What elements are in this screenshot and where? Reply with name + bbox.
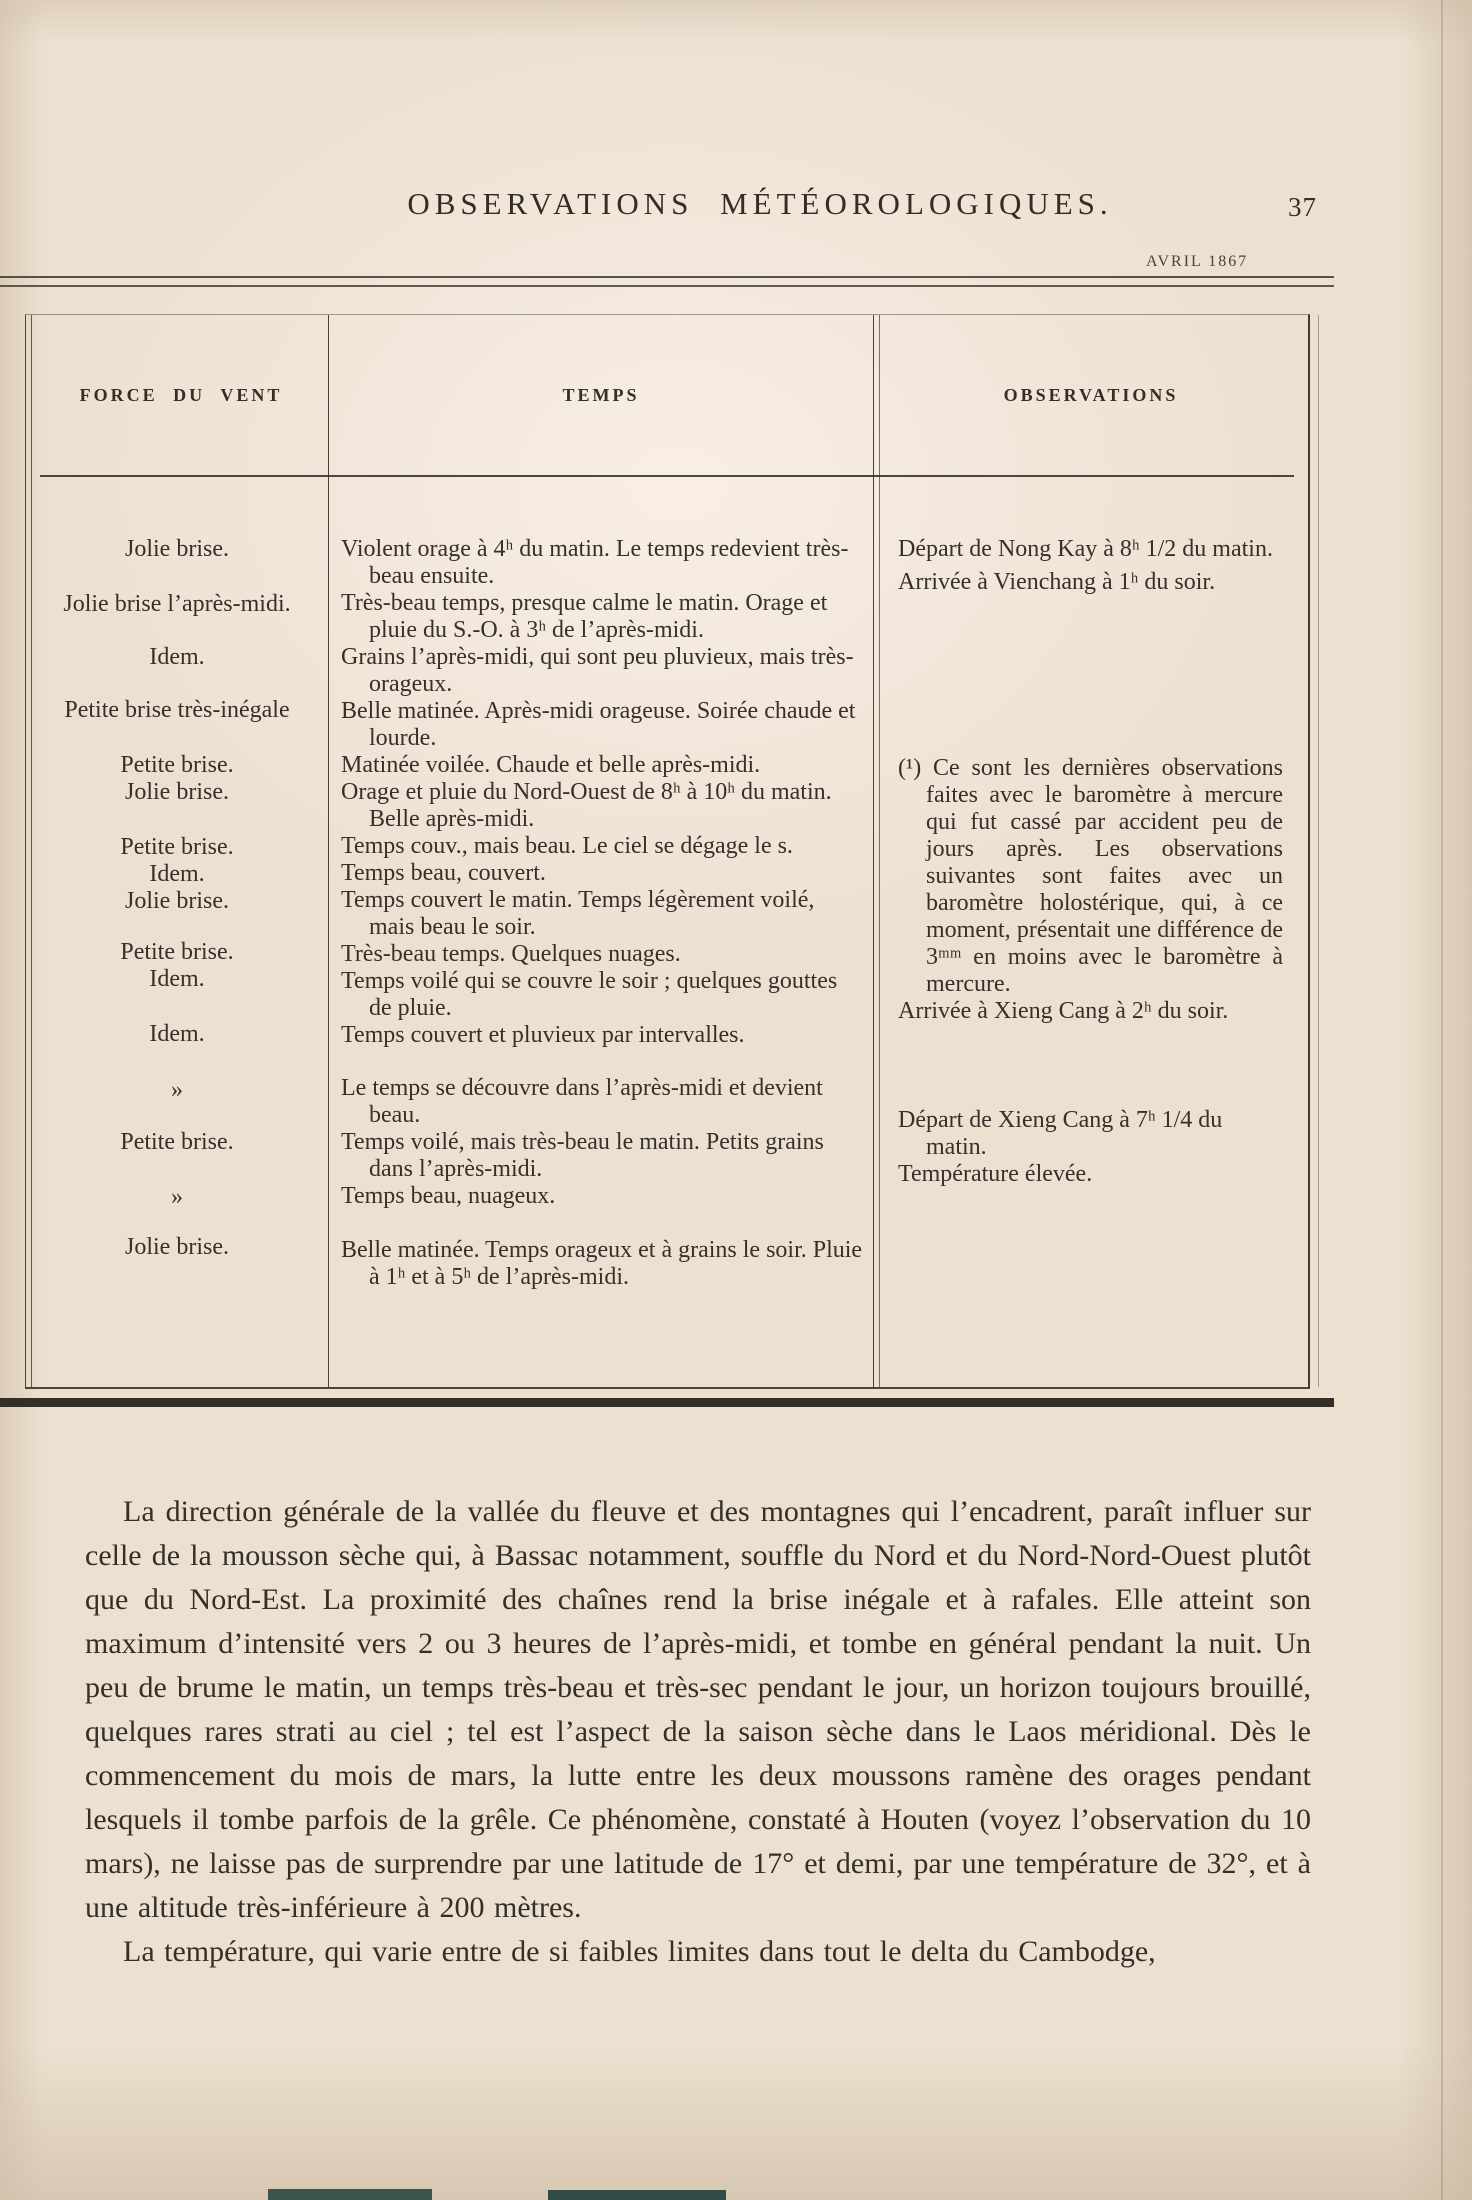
page-number: 37	[1288, 192, 1317, 222]
temps-cell: Le temps se découvre dans l’après-midi et devient beau.	[341, 1075, 823, 1128]
scan-artifact-strip	[268, 2189, 432, 2200]
temps-cell: Temps voilé qui se couvre le soir ; quelques gouttes de pluie.	[341, 968, 838, 1021]
body-text	[85, 1490, 1311, 1974]
column-header-temps: TEMPS	[562, 385, 640, 405]
force-du-vent-cell: Petite brise.	[120, 834, 234, 860]
temps-cell: Grains l’après-midi, qui sont peu pluvieux, mais très-orageux.	[341, 644, 854, 697]
force-du-vent-cell: Petite brise très-inégale	[64, 697, 290, 723]
observations-cell: Température élevée.	[898, 1161, 1093, 1187]
temps-cell: Matinée voilée. Chaude et belle après-midi.	[341, 752, 761, 778]
temps-cell: Violent orage à 4ʰ du matin. Le temps redevient très-beau ensuite.	[341, 536, 849, 589]
force-du-vent-cell: Jolie brise l’après-midi.	[63, 591, 291, 617]
header-double-rule	[0, 276, 1334, 287]
table-closing-rule	[0, 1398, 1334, 1407]
force-du-vent-cell: Petite brise.	[120, 939, 234, 965]
force-du-vent-cell: Idem.	[149, 861, 205, 887]
scan-artifact-strip	[548, 2190, 726, 2200]
force-du-vent-cell: »	[171, 1184, 183, 1210]
temps-cell: Temps beau, couvert.	[341, 860, 546, 886]
page-title: OBSERVATIONS MÉTÉOROLOGIQUES.	[407, 186, 1113, 221]
temps-cell: Orage et pluie du Nord-Ouest de 8ʰ à 10ʰ du matin. Belle après-midi.	[341, 779, 832, 832]
force-du-vent-cell: Petite brise.	[120, 1129, 234, 1155]
temps-cell: Très-beau temps, presque calme le matin. Orage et pluie du S.-O. à 3ʰ de l’après-midi.	[341, 590, 828, 643]
observations-cell: Arrivée à Xieng Cang à 2ʰ du soir.	[898, 998, 1229, 1024]
observations-cell: Arrivée à Vienchang à 1ʰ du soir.	[898, 569, 1216, 595]
force-du-vent-cell: Idem.	[149, 644, 205, 670]
column-header-observations: OBSERVATIONS	[1003, 385, 1179, 405]
observations-cell: (¹) Ce sont les dernières observations faites avec le baromètre à mercure qui fut cassé par accident peu de jours après. Les observations suivantes sont faites avec un baromètre holostérique, qui, à ce moment, présentait une différence de 3ᵐᵐ en moins avec le baromètre à mercure.	[898, 755, 1283, 997]
force-du-vent-cell: Idem.	[149, 1021, 205, 1047]
body-paragraph: La direction générale de la vallée du fleuve et des montagnes qui l’encadrent, paraît influer sur celle de la mousson sèche qui, à Bassac notamment, souffle du Nord et du Nord-Nord-Ouest plutôt que du Nord-Est. La proximité des chaînes rend la brise inégale et à rafales. Elle atteint son maximum d’intensité vers 2 ou 3 heures de l’après-midi, et tombe en général pendant la nuit. Un peu de brume le matin, un temps très-beau et très-sec pendant le jour, un horizon toujours brouillé, quelques rares strati au ciel ; tel est l’aspect de la saison sèche dans le Laos méridional. Dès le commencement du mois de mars, la lutte entre les deux moussons ramène des orages pendant lesquels il tombe parfois de la grêle. Ce phénomène, constaté à Houten (voyez l’observation du 10 mars), ne laisse pas de surprendre par une latitude de 17° et demi, par une température de 32°, et à une altitude très-inférieure à 200 mètres.	[85, 1495, 1311, 1924]
column-header-force-du-vent: FORCE DU VENT	[79, 385, 283, 405]
temps-cell: Temps couv., mais beau. Le ciel se dégage le s.	[341, 833, 793, 859]
page-edge-line	[1441, 0, 1443, 2200]
temps-column	[341, 476, 863, 1291]
force-du-vent-cell: Petite brise.	[120, 752, 234, 778]
force-du-vent-cell: »	[171, 1077, 183, 1103]
observations-cell: Départ de Xieng Cang à 7ʰ 1/4 du matin.	[898, 1107, 1223, 1160]
temps-cell: Belle matinée. Temps orageux et à grains le soir. Pluie à 1ʰ et à 5ʰ de l’après-midi.	[341, 1237, 863, 1290]
force-du-vent-cell: Jolie brise.	[125, 1234, 229, 1260]
force-du-vent-cell: Jolie brise.	[125, 536, 229, 562]
force-du-vent-cell: Jolie brise.	[125, 888, 229, 914]
temps-cell: Temps voilé, mais très-beau le matin. Petits grains dans l’après-midi.	[341, 1129, 824, 1182]
temps-cell: Temps couvert et pluvieux par intervalles.	[341, 1022, 745, 1048]
temps-cell: Très-beau temps. Quelques nuages.	[341, 941, 681, 967]
force-du-vent-cell: Jolie brise.	[125, 779, 229, 805]
temps-cell: Temps beau, nuageux.	[341, 1183, 556, 1209]
period-label: AVRIL 1867	[1146, 253, 1249, 270]
temps-cell: Belle matinée. Après-midi orageuse. Soirée chaude et lourde.	[341, 698, 856, 751]
force-du-vent-column	[36, 476, 318, 1261]
body-paragraph: La température, qui varie entre de si faibles limites dans tout le delta du Cambodge,	[123, 1935, 1156, 1968]
observations-column	[898, 476, 1283, 1188]
observations-cell: Départ de Nong Kay à 8ʰ 1/2 du matin.	[898, 536, 1273, 562]
force-du-vent-cell: Idem.	[149, 966, 205, 992]
observations-table	[25, 314, 1310, 1389]
temps-cell: Temps couvert le matin. Temps légèrement voilé, mais beau le soir.	[341, 887, 815, 940]
